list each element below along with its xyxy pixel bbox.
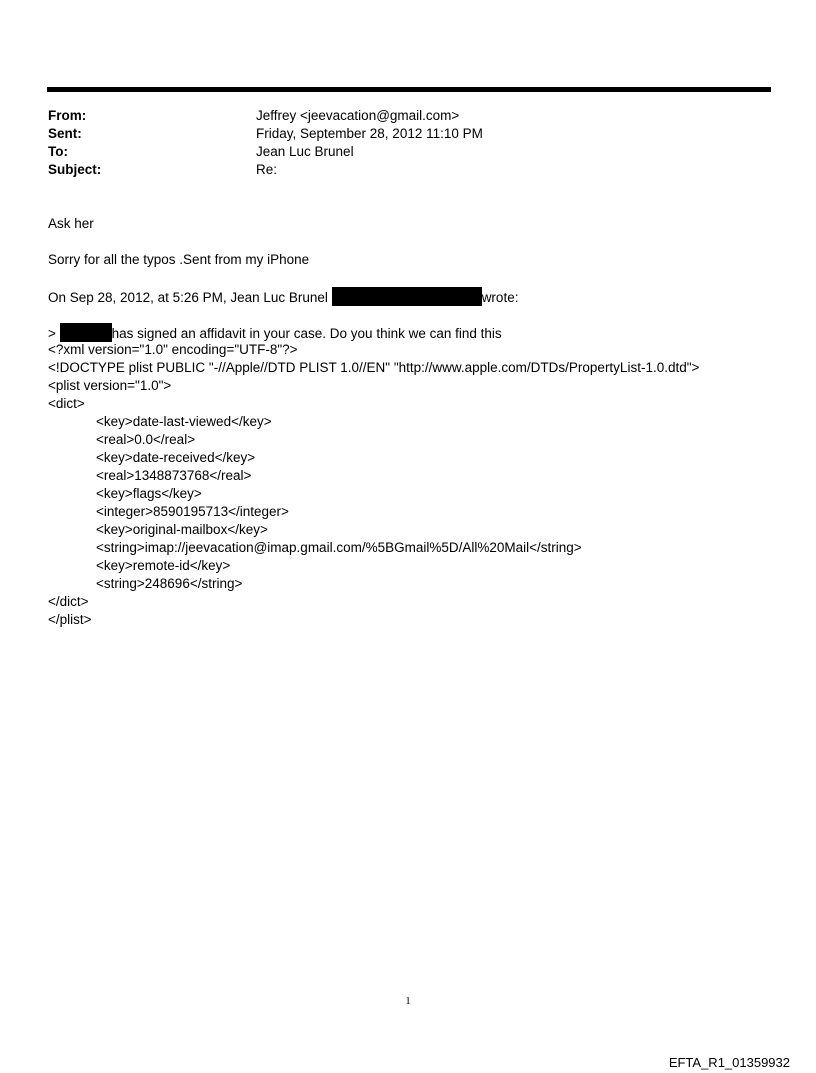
dict-line: <key>original-mailbox</key>: [96, 522, 268, 537]
dict-line: <integer>8590195713</integer>: [96, 504, 289, 519]
dict-line: <real>1348873768</real>: [96, 468, 252, 483]
redaction-block: [332, 287, 482, 306]
dict-line: <string>imap://jeevacation@imap.gmail.com/%5BGmail%5D/All%20Mail</string>: [96, 540, 582, 555]
quote-marker: >: [48, 326, 56, 341]
dict-line: <key>date-last-viewed</key>: [96, 414, 272, 429]
subject-value: Re:: [256, 162, 278, 177]
to-label: To:: [48, 144, 68, 159]
body-line: Sorry for all the typos .Sent from my iPhone: [48, 252, 310, 267]
xml-line: <plist version="1.0">: [48, 378, 172, 393]
xml-closing-line: </dict>: [48, 594, 89, 609]
dict-line: <real>0.0</real>: [96, 432, 196, 447]
sent-label: Sent:: [48, 126, 82, 141]
quote-intro-prefix: On Sep 28, 2012, at 5:26 PM, Jean Luc Brunel: [48, 290, 332, 305]
from-label: From:: [48, 108, 87, 123]
redaction-block: [60, 323, 112, 342]
quote-intro: [48, 287, 518, 307]
bates-number: EFTA_R1_01359932: [668, 1055, 790, 1070]
dict-line: <string>248696</string>: [96, 576, 243, 591]
dict-line: <key>flags</key>: [96, 486, 202, 501]
page-number: 1: [405, 995, 411, 1007]
dict-line: <key>remote-id</key>: [96, 558, 231, 573]
from-value: Jeffrey <jeevacation@gmail.com>: [256, 108, 460, 123]
header-rule: [47, 87, 771, 92]
body-line: Ask her: [48, 216, 94, 231]
dict-line: <key>date-received</key>: [96, 450, 256, 465]
xml-line: <?xml version="1.0" encoding="UTF-8"?>: [48, 342, 298, 357]
quoted-text: has signed an affidavit in your case. Do you think we can find this: [111, 326, 502, 341]
sent-value: Friday, September 28, 2012 11:10 PM: [256, 126, 483, 141]
xml-closing-line: </plist>: [48, 612, 92, 627]
quoted-line: [48, 323, 502, 343]
subject-label: Subject:: [48, 162, 102, 177]
xml-line: <!DOCTYPE plist PUBLIC "-//Apple//DTD PLIST 1.0//EN" "http://www.apple.com/DTDs/PropertyList-1.0.dtd">: [48, 360, 700, 375]
to-value: Jean Luc Brunel: [256, 144, 354, 159]
quote-intro-suffix: wrote:: [481, 290, 519, 305]
xml-line: <dict>: [48, 396, 85, 411]
